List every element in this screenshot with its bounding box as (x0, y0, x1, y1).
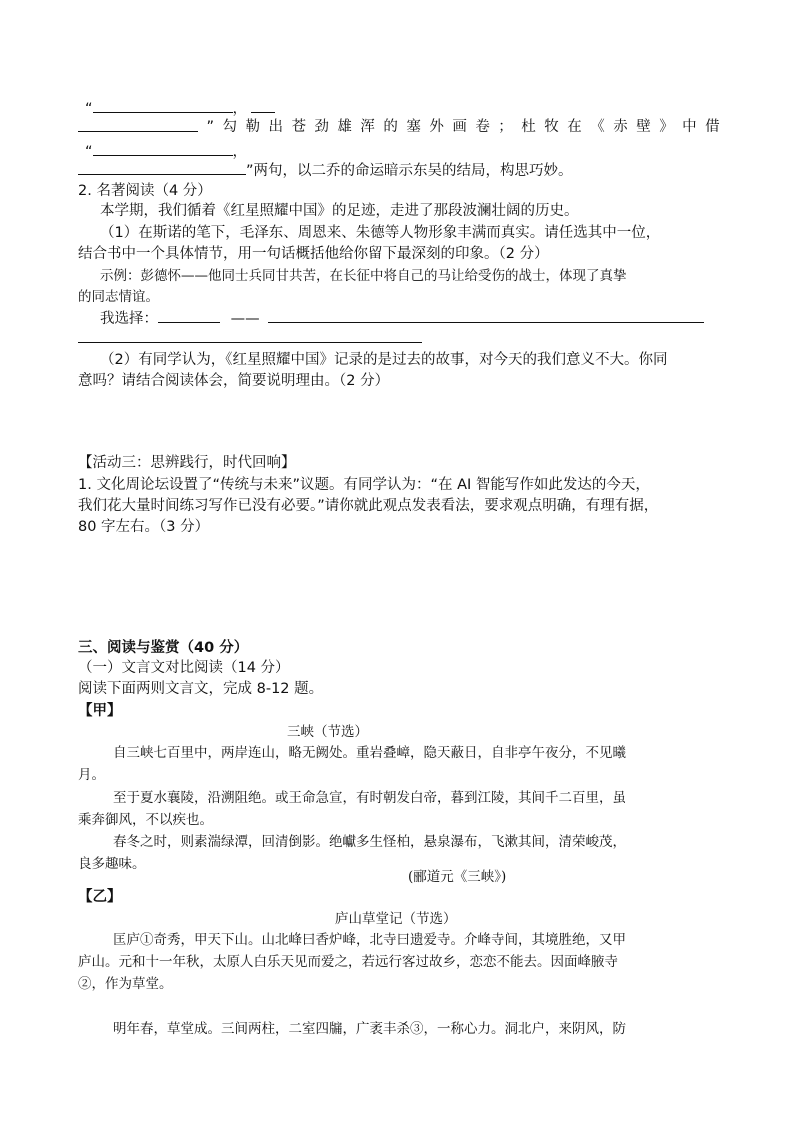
blank[interactable] (78, 117, 198, 132)
yi-title: 庐山草堂记（节选） (335, 911, 457, 927)
section3-instruction: 阅读下面两则文言文，完成 8-12 题。 (78, 681, 324, 697)
jia-p2-line2: 乘奔御风，不以疾也。 (78, 812, 213, 828)
blank[interactable] (251, 98, 275, 113)
jia-source: (郦道元《三峡》) (408, 869, 507, 885)
spread-char: 中 (682, 119, 697, 135)
fill-line-3: “ ， (85, 141, 247, 162)
blank[interactable] (78, 160, 246, 175)
yi-p1-line1: 匡庐①奇秀，甲天下山。山北峰曰香炉峰，北寺曰遗爱寺。介峰寺间，其境胜绝，又甲 (113, 932, 626, 948)
spread-char: 卷 (475, 119, 490, 135)
q2-intro: 本学期，我们循着《红星照耀中国》的足迹，走进了那段波澜壮阔的历史。 (100, 203, 579, 219)
spread-char: 雄 (337, 119, 352, 135)
jia-p1-line1: 自三峡七百里中，两岸连山，略无阙处。重岩叠嶂，隐天蔽日，自非亭午夜分，不见曦 (113, 745, 626, 761)
impression-blank[interactable] (268, 308, 704, 323)
blank[interactable] (93, 98, 233, 113)
q2-heading: 2. 名著阅读（4 分） (78, 183, 212, 199)
spread-char: 壁 (636, 119, 651, 135)
q2-sub1-line2: 结合书中一个具体情节，用一句话概括他给你留下最深刻的印象。（2 分） (78, 246, 549, 262)
spread-char: 苍 (291, 119, 306, 135)
jia-p3-line1: 春冬之时，则素湍绿潭，回清倒影。绝巘多生怪柏，悬泉瀑布，飞漱其间，清荣峻茂， (113, 834, 626, 850)
activity3-heading: 【活动三：思辨践行，时代回响】 (78, 455, 296, 471)
blank[interactable] (93, 141, 233, 156)
jia-title: 三峡（节选） (287, 724, 368, 740)
jia-p2-line1: 至于夏水襄陵，沿溯阻绝。或王命急宣，有时朝发白帝，暮到江陵，其间千二百里，虽 (113, 790, 626, 806)
spread-char: 牧 (544, 119, 559, 135)
spread-char: 勒 (245, 119, 260, 135)
yi-p1-line2: 庐山。元和十一年秋，太原人白乐天见而爱之，若远行客过故乡，恋恋不能去。因面峰腋寺 (78, 954, 618, 970)
fill-line-1: “ ， (85, 98, 275, 119)
spread-char: ； (498, 119, 513, 135)
jia-p3-line2: 良多趣味。 (78, 856, 146, 872)
q2-example-line2: 的同志情谊。 (78, 289, 159, 305)
fill-line-2 (78, 117, 720, 137)
activity3-q1-line3: 80 字左右。（3 分） (78, 519, 210, 535)
jia-p1-line2: 月。 (78, 767, 105, 783)
spread-char: 杜 (521, 119, 536, 135)
q2-choice-row: 我选择： —— (100, 308, 704, 329)
section3-heading: 三、阅读与鉴赏（40 分） (78, 640, 249, 656)
spread-char: 《 (590, 119, 605, 135)
spread-char: ” (206, 119, 214, 135)
spread-char: 画 (452, 119, 467, 135)
yi-p2-line1: 明年春，草堂成。三间两柱，二室四牖，广袤丰杀③，一称心力。洞北户，来阴风，防 (113, 1021, 626, 1037)
spread-char: 》 (659, 119, 674, 135)
activity3-q1-line2: 我们花大量时间练习写作已没有必要。”请你就此观点发表看法，要求观点明确，有理有据， (78, 498, 659, 514)
q2-sub2-line2: 意吗？请结合阅读体会，简要说明理由。（2 分） (78, 373, 390, 389)
spread-char: 浑 (360, 119, 375, 135)
fill-line-4: ”两句，以二乔的命运暗示东吴的结局，构思巧妙。 (78, 160, 573, 181)
spread-char: 赤 (613, 119, 628, 135)
spread-char: 出 (268, 119, 283, 135)
jia-label: 【甲】 (78, 703, 122, 719)
yi-p1-line3: ②，作为草堂。 (78, 976, 173, 992)
activity3-q1-line1: 1. 文化周论坛设置了“传统与未来”议题。有同学认为：“在 AI 智能写作如此发达的今天， (78, 477, 650, 493)
spread-char: 劲 (314, 119, 329, 135)
q2-sub2-line1: （2）有同学认为，《红星照耀中国》记录的是过去的故事，对今天的我们意义不大。你同 (100, 352, 668, 368)
spread-char: 塞 (406, 119, 421, 135)
q2-sub1-line1: （1）在斯诺的笔下，毛泽东、周恩来、朱德等人物形象丰满而真实。请任选其中一位， (100, 225, 661, 241)
spread-char: 借 (705, 119, 720, 135)
spread-char: 勾 (222, 119, 237, 135)
section3-sub: （一）文言文对比阅读（14 分） (78, 660, 290, 676)
yi-label: 【乙】 (78, 889, 122, 905)
answer-line[interactable] (78, 342, 422, 343)
choice-blank[interactable] (158, 308, 220, 323)
q2-example-line1: 示例：彭德怀——他同士兵同甘共苦，在长征中将自己的马让给受伤的战士，体现了真挚 (100, 268, 627, 284)
spread-char: 在 (567, 119, 582, 135)
spread-char: 的 (383, 119, 398, 135)
spread-char: 外 (429, 119, 444, 135)
